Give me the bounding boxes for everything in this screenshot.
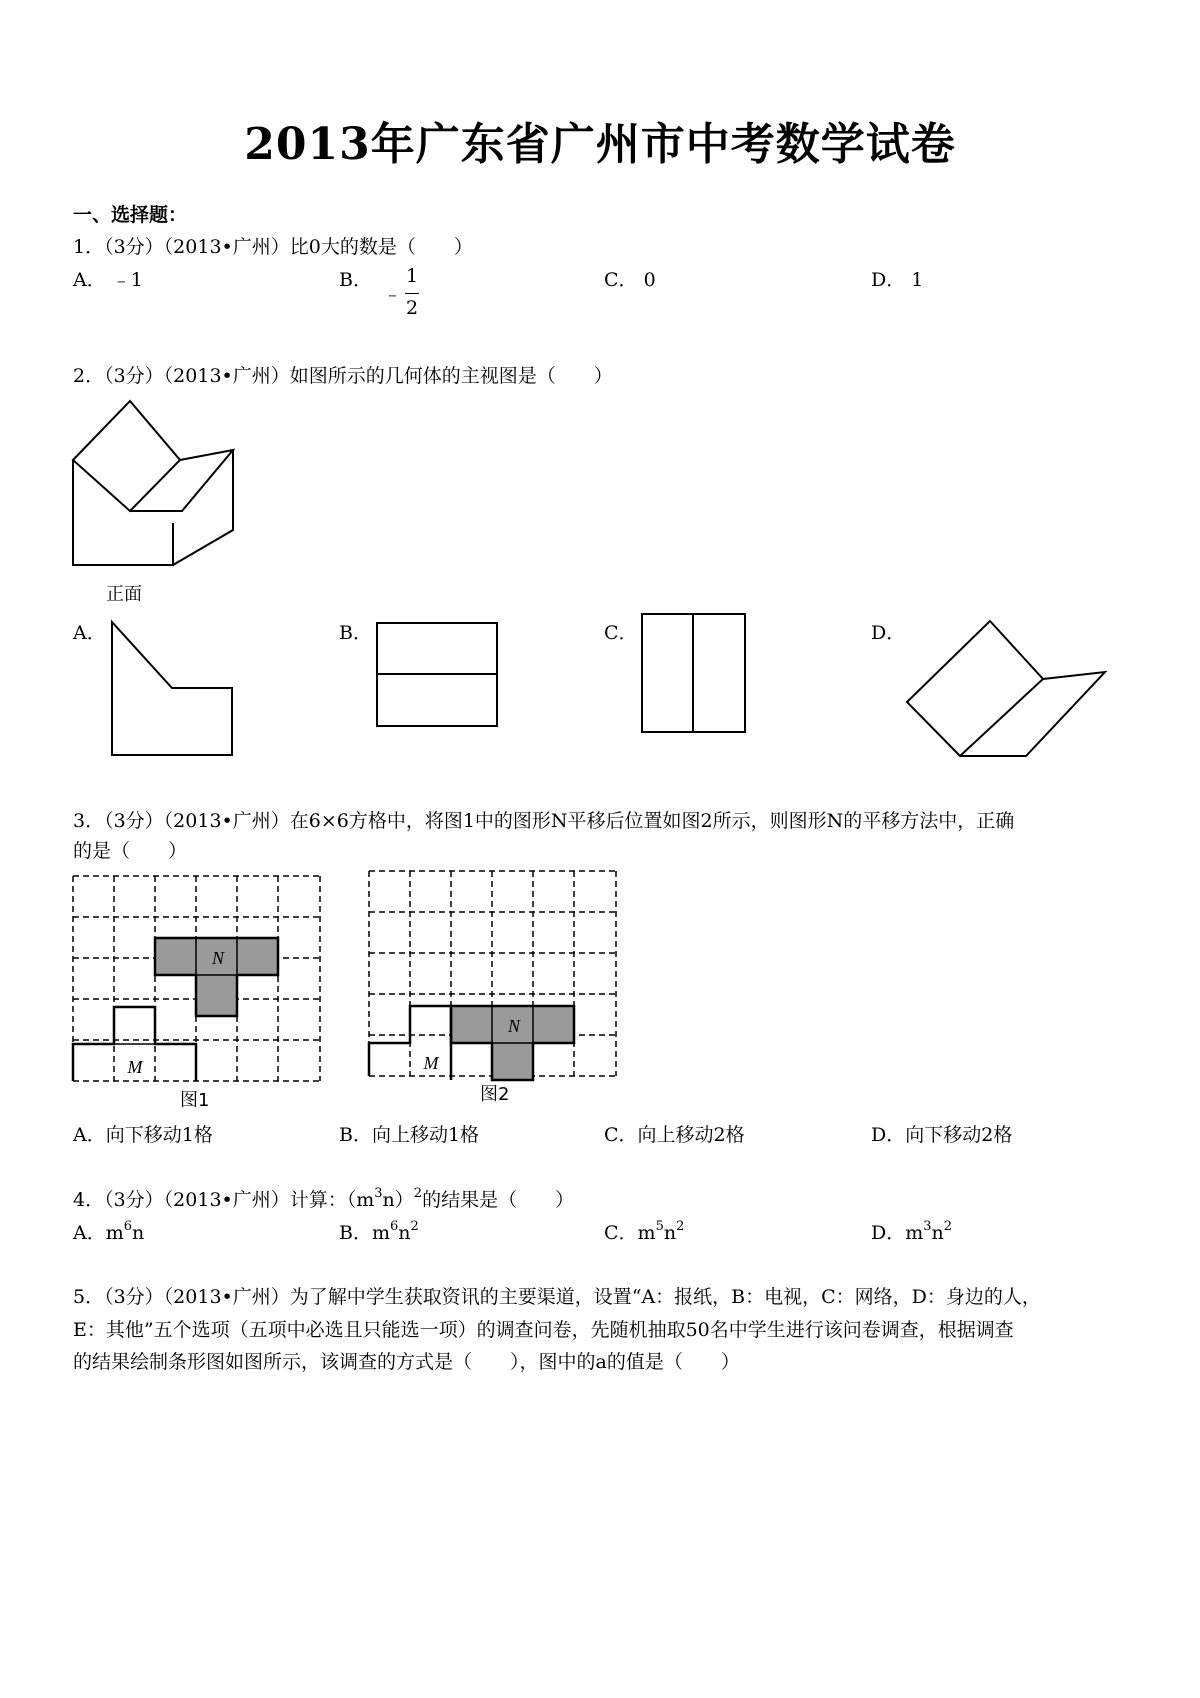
q4-option-c-base1: m [637,1222,656,1244]
fraction-numerator: 1 [405,265,419,287]
q2-option-a-view [110,620,235,758]
q4-option-a-base2: n [132,1222,145,1244]
q3-option-b-label: B． [339,1124,372,1146]
q2-option-d-view [905,619,1110,759]
q3-grid-figure-1 [73,876,323,1081]
q3-option-d-label: D． [871,1124,906,1146]
q3-option-a-text: 向下移动1格 [105,1124,213,1146]
q4-option-c-exp2: 2 [676,1219,685,1234]
q5-stem-line1: 5．（3分）（2013•广州）为了解中学生获取资讯的主要渠道，设置“A：报纸，B：电视，C：网络，D：身边的人， [73,1286,1041,1308]
q3-fig1-n-label: N [211,948,225,968]
fraction-denominator: 2 [405,297,419,319]
q2-solid-figure [70,398,240,568]
q3-fig2-caption: 图2 [480,1084,510,1105]
q3-fig2-n-label: N [507,1016,521,1036]
q2-option-c-view [640,612,748,735]
q3-stem-line1: 3．（3分）（2013•广州）在6×6方格中，将图1中的图形N平移后位置如图2所示，则图形N的平移方法中，正确 [73,810,1015,832]
q4-option-b-base2: n [398,1222,411,1244]
q3-stem-line2: 的是（ ） [73,840,188,862]
q5-stem-line3: 的结果绘制条形图如图所示，该调查的方式是（ ），图中的a的值是（ ） [73,1351,740,1373]
q4-option-d-exp2: 2 [943,1219,953,1234]
q1-option-a-label: A． [73,269,106,291]
q3-option-d-text: 向下移动2格 [905,1124,1013,1146]
q2-stem: 2．（3分）（2013•广州）如图所示的几何体的主视图是（ ） [73,365,613,387]
q3-option-d [871,1120,1012,1147]
q2-option-c-label: C． [604,622,638,644]
q2-option-b-label: B． [339,622,372,644]
q4-option-a-label: A． [73,1222,106,1244]
q3-option-b [339,1120,479,1147]
q4-option-a-base1: m [105,1222,124,1244]
q1-option-c [604,265,656,292]
q2-option-d-label: D． [871,622,906,644]
q3-option-c-label: C． [604,1124,638,1146]
q4-option-c-base2: n [663,1222,677,1244]
q1-option-d [871,265,923,292]
q4-option-d-exp1: 3 [923,1219,932,1234]
q3-option-b-text: 向上移动1格 [371,1124,480,1146]
q1-option-c-text: 0 [643,269,656,291]
q3-option-a-label: A． [73,1124,106,1146]
q4-option-a-exp1: 6 [123,1219,133,1234]
q4-option-d-label: D． [871,1222,906,1244]
q4-stem-post: 的结果是（ ） [422,1189,575,1211]
q3-option-a [73,1120,213,1147]
q1-option-b-label: B． [339,269,372,291]
q1-option-a [73,265,143,292]
q1-option-c-label: C． [604,269,638,291]
q3-fig1-m-label: M [127,1057,143,1077]
exam-title: 2013年广东省广州市中考数学试卷 [244,119,956,170]
q1-option-d-label: D． [871,269,906,291]
q1-stem: 1．（3分）（2013•广州）比0大的数是（ ） [73,236,473,258]
q5-stem-line2: E：其他”五个选项（五项中必选且只能选一项）的调查问卷，先随机抽取50名中学生进行该问卷调查，根据调查 [73,1319,1014,1341]
q4-option-b [339,1218,419,1245]
q4-option-c-label: C． [604,1222,638,1244]
q4-stem-exp2: 2 [413,1186,423,1201]
q3-option-c [604,1120,745,1147]
q3-option-c-text: 向上移动2格 [637,1124,745,1146]
q4-option-b-base1: m [371,1222,390,1244]
q4-stem-pre: 4．（3分）（2013•广州）计算：（m [73,1189,375,1211]
q4-option-b-label: B． [339,1222,372,1244]
q3-fig1-caption: 图1 [180,1090,210,1111]
q4-option-c [604,1218,684,1245]
q4-option-d-base1: m [905,1222,924,1244]
q3-fig2-m-label: M [423,1053,439,1073]
q3-grid-figure-2 [369,871,619,1076]
q4-stem-mid: n） [382,1189,414,1211]
q1-option-d-text: 1 [911,269,924,291]
q2-figure-caption: 正面 [106,584,142,605]
q4-stem-exp1: 3 [374,1186,383,1201]
q4-option-d-base2: n [931,1222,944,1244]
q4-stem [73,1185,574,1212]
q4-option-a [73,1218,144,1245]
q1-option-a-text: ﹣1 [111,269,143,291]
q4-option-d [871,1218,952,1245]
q4-option-c-exp1: 5 [655,1219,664,1234]
section-heading: 一、选择题： [73,204,188,226]
q4-option-b-exp1: 6 [390,1219,399,1234]
q4-option-b-exp2: 2 [410,1219,419,1234]
q2-option-a-label: A． [73,622,106,644]
q2-option-b-view [375,621,500,729]
fraction-bar [405,293,419,294]
fraction-minus: ﹣ [383,283,403,305]
